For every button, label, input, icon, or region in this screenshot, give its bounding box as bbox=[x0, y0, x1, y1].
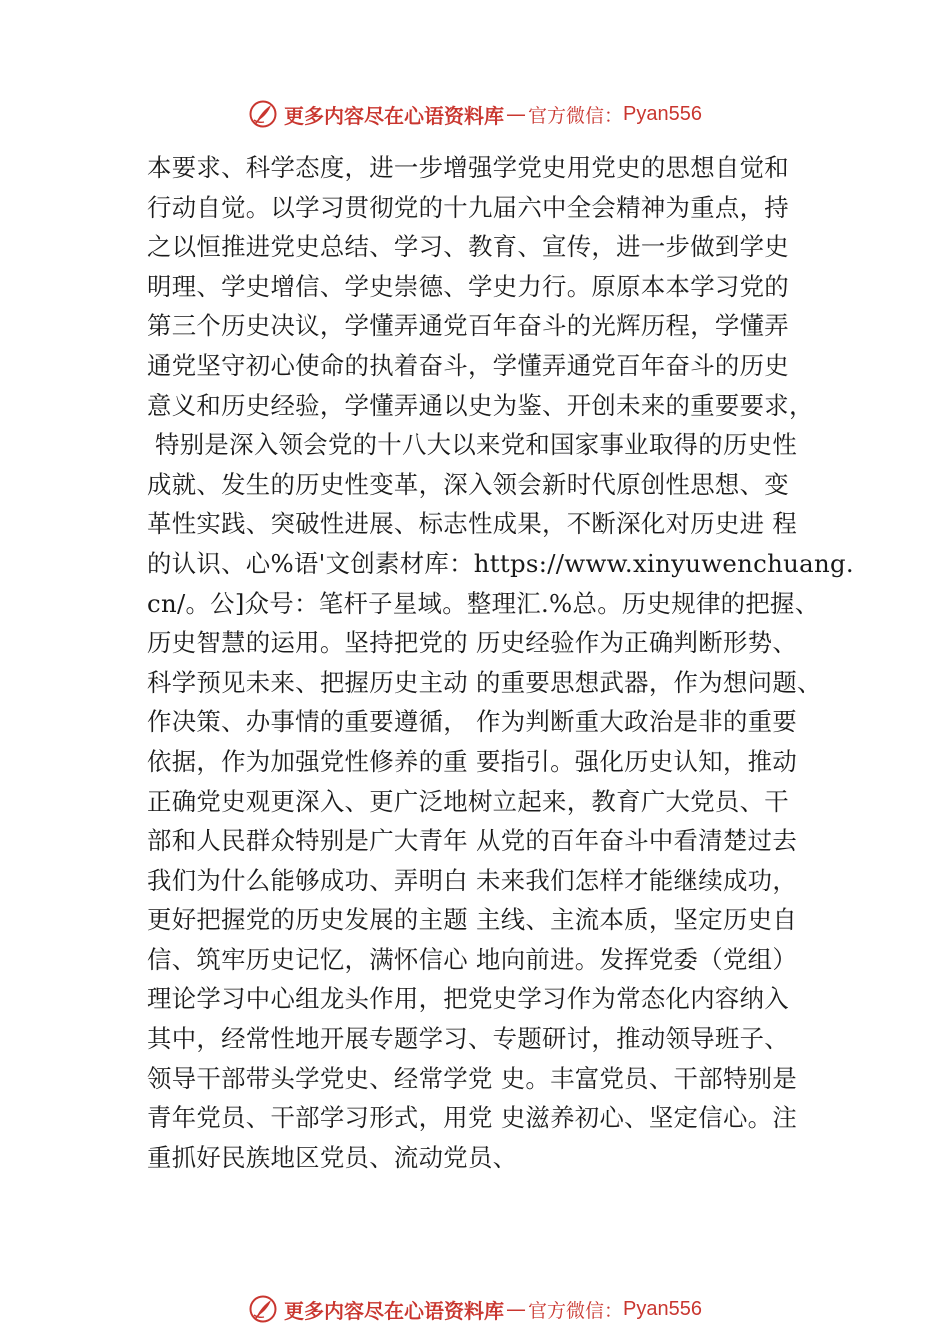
body-line: 依据，作为加强党性修养的重 要指引。强化历史认知，推动 bbox=[147, 746, 798, 776]
body-line: 成就、发生的历史性变革，深入领会新时代原创性思想、变 bbox=[147, 469, 789, 499]
body-line: 历史智慧的运用。坚持把党的 历史经验作为正确判断形势、 bbox=[147, 628, 798, 658]
body-line: 领导干部带头学党史、经常学党 史。丰富党员、干部特别是 bbox=[147, 1063, 798, 1093]
header-sub-text: 官方微信： bbox=[528, 104, 624, 127]
header-dash: — bbox=[506, 102, 526, 126]
body-line: 我们为什么能够成功、弄明白 未来我们怎样才能继续成功， bbox=[147, 865, 798, 895]
document-body bbox=[147, 148, 854, 1177]
body-line: 之以恒推进党史总结、学习、教育、宣传，进一步做到学史 bbox=[147, 232, 789, 262]
body-line: 特别是深入领会党的十八大以来党和国家事业取得的历史性 bbox=[147, 430, 798, 460]
body-line: 作决策、办事情的重要遵循， 作为判断重大政治是非的重要 bbox=[147, 707, 798, 737]
footer-sub-text: 官方微信： bbox=[528, 1299, 624, 1322]
body-line: 的认识、心%语'文创素材库：https://www.xinyuwenchuang. bbox=[147, 548, 854, 578]
body-line: 青年党员、干部学习形式，用党 史滋养初心、坚定信心。注 bbox=[147, 1103, 798, 1133]
body-line: 意义和历史经验，学懂弄通以史为鉴、开创未来的重要要求， bbox=[147, 390, 814, 420]
footer-main-text: 更多内容尽在心语资料库 bbox=[284, 1298, 504, 1323]
body-line: 信、筑牢历史记忆，满怀信心 地向前进。发挥党委（党组） bbox=[147, 944, 798, 974]
quill-logo-icon bbox=[248, 99, 278, 129]
body-line: cn/。公]众号：笔杆子星域。整理汇.%总。历史规律的把握、 bbox=[147, 588, 820, 618]
body-line: 理论学习中心组龙头作用，把党史学习作为常态化内容纳入 bbox=[147, 984, 789, 1014]
body-line: 通党坚守初心使命的执着奋斗，学懂弄通党百年奋斗的历史 bbox=[147, 350, 789, 380]
header-banner bbox=[0, 94, 950, 134]
header-main-text: 更多内容尽在心语资料库 bbox=[284, 103, 504, 128]
body-line: 更好把握党的历史发展的主题 主线、主流本质，坚定历史自 bbox=[147, 905, 798, 935]
body-line: 明理、学史增信、学史崇德、学史力行。原原本本学习党的 bbox=[147, 271, 789, 301]
body-line: 部和人民群众特别是广大青年 从党的百年奋斗中看清楚过去 bbox=[147, 826, 798, 856]
footer-banner-text bbox=[284, 1295, 702, 1324]
body-line: 行动自觉。以学习贯彻党的十九届六中全会精神为重点，持 bbox=[147, 192, 789, 222]
footer-banner bbox=[0, 1289, 950, 1329]
body-line: 革性实践、突破性进展、标志性成果，不断深化对历史进 程 bbox=[147, 509, 798, 539]
header-wechat-id: Pyan556 bbox=[623, 102, 702, 125]
header-banner-text bbox=[284, 100, 702, 129]
body-line: 其中，经常性地开展专题学习、专题研讨，推动领导班子、 bbox=[147, 1024, 789, 1054]
footer-dash: — bbox=[506, 1297, 526, 1321]
body-line: 第三个历史决议，学懂弄通党百年奋斗的光辉历程，学懂弄 bbox=[147, 311, 789, 341]
body-line: 本要求、科学态度，进一步增强学党史用党史的思想自觉和 bbox=[147, 153, 789, 182]
body-line: 正确党史观更深入、更广泛地树立起来，教育广大党员、干 bbox=[147, 786, 789, 816]
body-line: 重抓好民族地区党员、流动党员、 bbox=[147, 1142, 518, 1172]
footer-wechat-id: Pyan556 bbox=[623, 1297, 702, 1320]
body-line: 科学预见未来、把握历史主动 的重要思想武器，作为想问题、 bbox=[147, 667, 822, 697]
quill-logo-icon bbox=[248, 1294, 278, 1324]
